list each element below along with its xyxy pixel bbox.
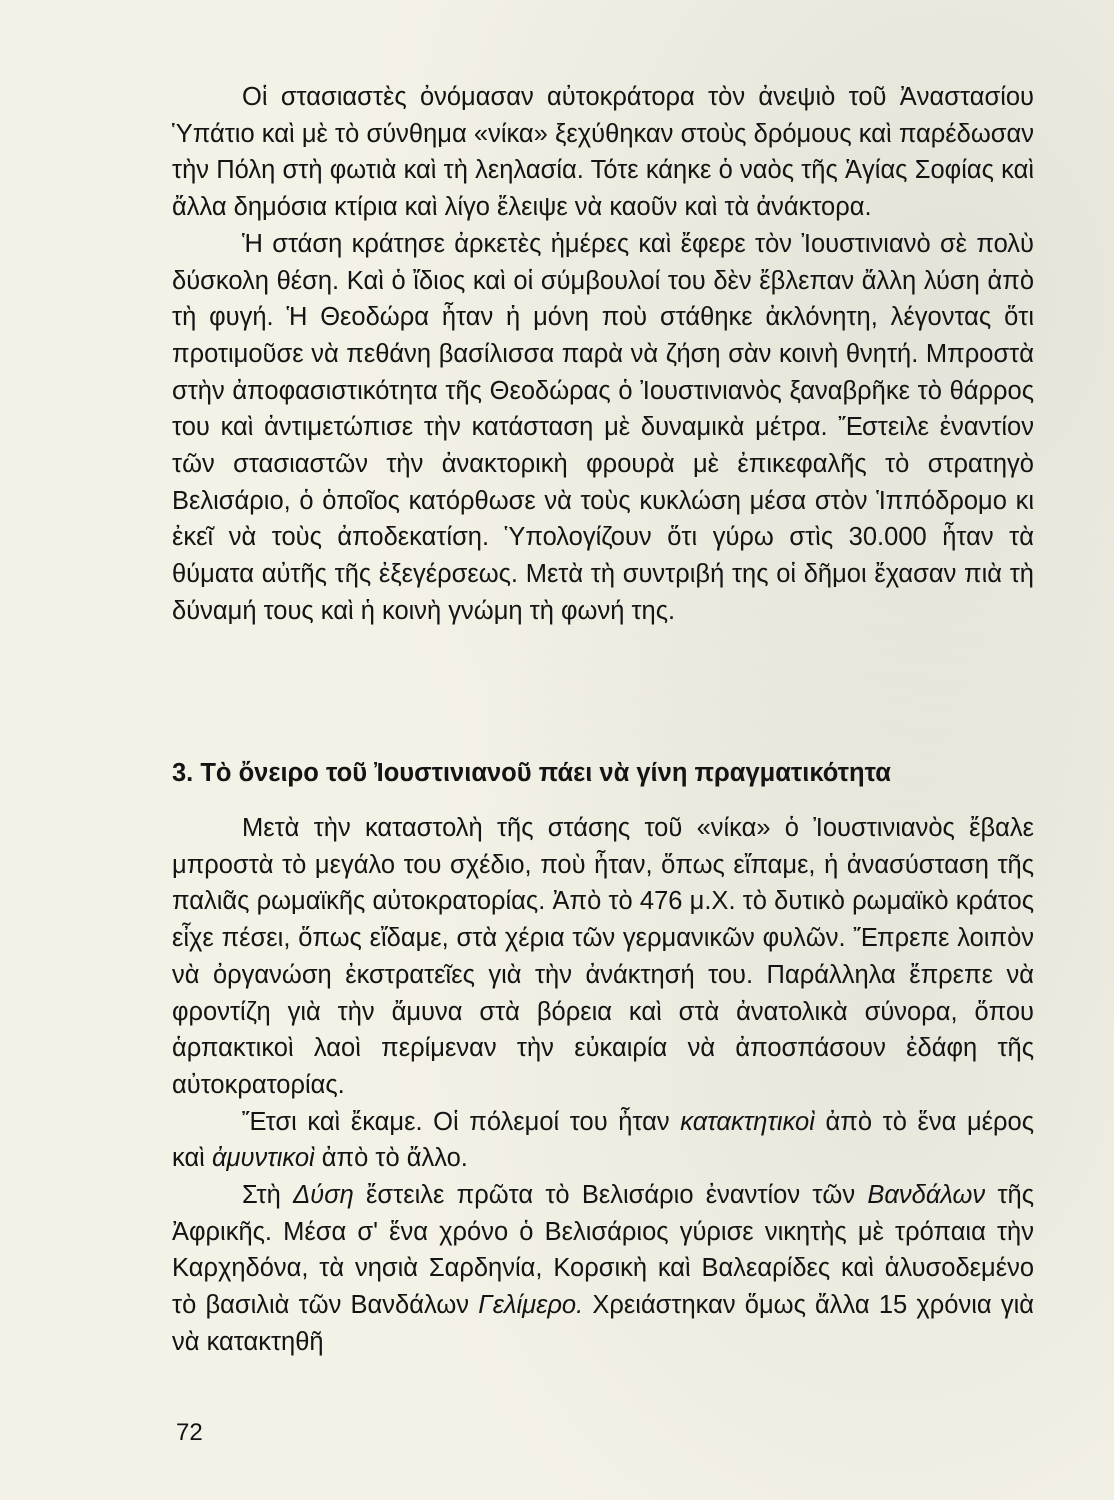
page-number: 72 [176,1419,203,1446]
italic-term: ἀμυντικοὶ [211,1144,315,1173]
text-run: Ἔτσι καὶ ἔκαμε. Οἱ πόλεμοί του ἦταν [242,1107,681,1136]
paragraph-nika-revolt-start: Οἱ στασιαστὲς ὀνόμασαν αὐτοκράτορα τὸν ἀνεψιὸ τοῦ Ἀναστασίου Ὑπάτιο καὶ μὲ τὸ σύνθημα «νίκα» ξεχύθηκαν στοὺς δρόμους καὶ παρέδωσαν τὴν Πόλη στὴ φωτιὰ καὶ τὴ λεηλασία. Τότε κάηκε ὁ ναὸς τῆς Ἁγίας Σοφίας καὶ ἄλλα δημόσια κτίρια καὶ λίγο ἔλειψε νὰ καοῦν καὶ τὰ ἀνάκτορα. [172,83,1034,222]
section-heading: 3. Τὸ ὄνειρο τοῦ Ἰουστινιανοῦ πάει νὰ γίνη πραγματικότητα [172,759,891,787]
italic-term: Δύση [293,1181,354,1210]
text-run: ἔστειλε πρῶτα τὸ Βελισάριο ἐναντίον τῶν [353,1181,868,1210]
text-run: ἀπὸ τὸ ἄλλο. [314,1144,468,1173]
italic-term: Βανδάλων [867,1181,986,1210]
paragraph-west-campaign [172,1177,1034,1361]
text-run: Στὴ [242,1181,294,1210]
italic-term: Γελίμερο. [478,1291,584,1320]
text-run: τῆς Ἀφρικῆς. Μέσα σ' ἕνα χρόνο ὁ Βελισάριος γύρισε νικητὴς μὲ τρόπαια τὴν Καρχηδόνα, τὰ νησιὰ Σαρδηνία, Κορσικὴ καὶ Βαλεαρίδες καὶ ἁλυσοδεμένο τὸ βασιλιὰ τῶν Βανδάλων [172,1181,1034,1320]
text-run: ἀπὸ τὸ ἕνα μέρος καὶ [172,1107,1034,1173]
section2-text [172,810,1034,1361]
section-heading-block [172,755,1034,791]
section1-text [172,79,1034,630]
paragraph-theodora: Ἡ στάση κράτησε ἀρκετὲς ἡμέρες καὶ ἔφερε τὸν Ἰουστινιανὸ σὲ πολὺ δύσκολη θέση. Καὶ ὁ ἴδιος καὶ οἱ σύμβουλοί του δὲν ἔβλεπαν ἄλλη λύση ἀπὸ τὴ φυγή. Ἡ Θεοδώρα ἦταν ἡ μόνη ποὺ στάθηκε ἀκλόνητη, λέγοντας ὅτι προτιμοῦσε νὰ πεθάνη βασίλισσα παρὰ νὰ ζήση σὰν κοινὴ θνητή. Μπροστὰ στὴν ἀποφασιστικότητα τῆς Θεοδώρας ὁ Ἰουστινιανὸς ξαναβρῆκε τὸ θάρρος του καὶ ἀντιμετώπισε τὴν κατάσταση μὲ δυναμικὰ μέτρα. Ἔστειλε ἐναντίον τῶν στασιαστῶν τὴν ἀνακτορικὴ φρουρὰ μὲ ἐπικεφαλῆς τὸ στρατηγὸ Βελισάριο, ὁ ὁποῖος κατόρθωσε νὰ τοὺς κυκλώση μέσα στὸν Ἱππόδρομο κι ἐκεῖ νὰ τοὺς ἀποδεκατίση. Ὑπολογίζουν ὅτι γύρω στὶς 30.000 ἦταν τὰ θύματα αὐτῆς τῆς ἐξεγέρσεως. Μετὰ τὴ συντριβή της οἱ δῆμοι ἔχασαν πιὰ τὴ δύναμή τους καὶ ἡ κοινὴ γνώμη τὴ φωνή της. [172,229,1034,625]
paragraph-wars [172,1104,1034,1177]
italic-term: κατακτητικοὶ [680,1107,815,1136]
paragraph-great-plan: Μετὰ τὴν καταστολὴ τῆς στάσης τοῦ «νίκα» ὁ Ἰουστινιανὸς ἔβαλε μπροστὰ τὸ μεγάλο του σχέδιο, ποὺ ἦταν, ὅπως εἴπαμε, ἡ ἀνασύσταση τῆς παλιᾶς ρωμαϊκῆς αὐτοκρατορίας. Ἀπὸ τὸ 476 μ.Χ. τὸ δυτικὸ ρωμαϊκὸ κράτος εἶχε πέσει, ὅπως εἴδαμε, στὰ χέρια τῶν γερμανικῶν φυλῶν. Ἔπρεπε λοιπὸν νὰ ὀργανώση ἐκστρατεῖες γιὰ τὴν ἀνάκτησή του. Παράλληλα ἔπρεπε νὰ φροντίζη γιὰ τὴν ἄμυνα στὰ βόρεια καὶ στὰ ἀνατολικὰ σύνορα, ὅπου ἁρπακτικοὶ λαοὶ περίμεναν τὴν εὐκαιρία νὰ ἀποσπάσουν ἐδάφη τῆς αὐτοκρατορίας. [172,814,1034,1099]
text-run: Χρειάστηκαν ὅμως ἄλλα 15 χρόνια γιὰ νὰ κατακτηθῆ [172,1291,1034,1356]
